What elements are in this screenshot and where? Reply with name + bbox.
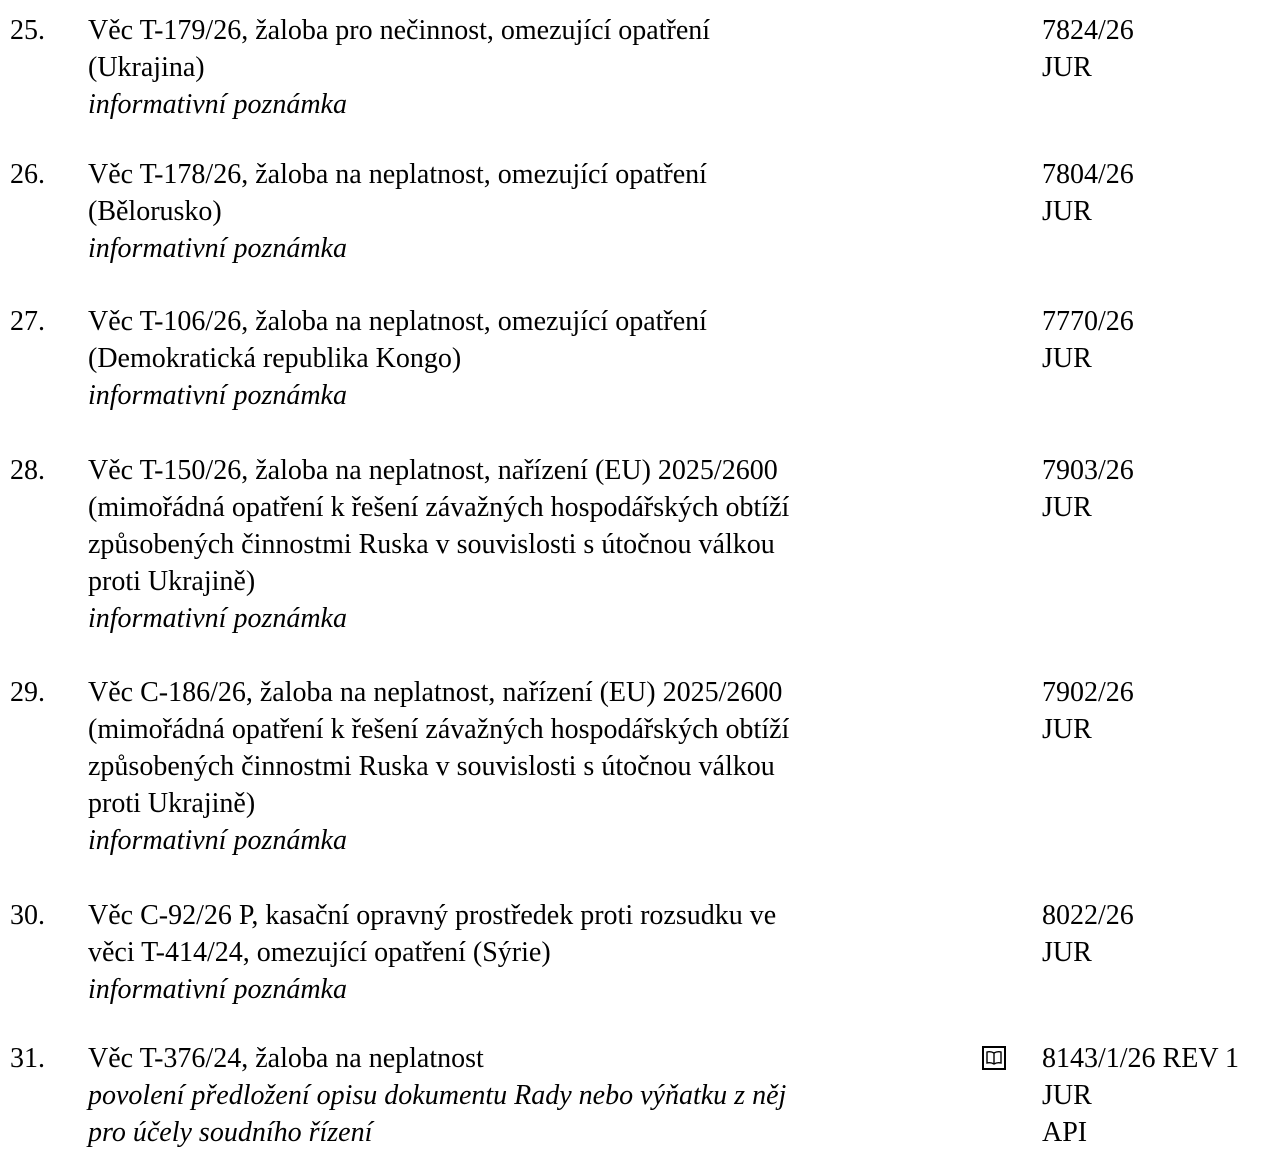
item-title-line: (Demokratická republika Kongo) <box>88 343 462 374</box>
item-note: informativní poznámka <box>88 89 347 120</box>
item-title-line: způsobených činnostmi Ruska v souvislosti s útočnou válkou <box>88 751 775 782</box>
document-number: 8022/26 <box>1042 900 1134 931</box>
document-number: 7903/26 <box>1042 455 1134 486</box>
item-title-line: Věc T-178/26, žaloba na neplatnost, omezující opatření <box>88 159 707 190</box>
working-party-code: JUR <box>1042 937 1092 968</box>
item-description <box>88 674 918 859</box>
working-party-code: API <box>1042 1117 1088 1148</box>
item-description <box>88 1040 918 1151</box>
item-note: informativní poznámka <box>88 825 347 856</box>
item-references <box>1042 674 1134 748</box>
item-references <box>1042 897 1134 971</box>
item-references <box>1042 452 1134 526</box>
item-description <box>88 303 918 414</box>
working-party-code: JUR <box>1042 52 1092 83</box>
item-number: 25. <box>10 15 45 46</box>
item-note: povolení předložení opisu dokumentu Rady nebo výňatku z něj <box>88 1080 787 1111</box>
working-party-code: JUR <box>1042 714 1092 745</box>
item-references <box>1042 156 1134 230</box>
item-title-line: (Bělorusko) <box>88 196 222 227</box>
item-title-line: (mimořádná opatření k řešení závažných hospodářských obtíží <box>88 492 790 523</box>
document-number: 7804/26 <box>1042 159 1134 190</box>
item-note: pro účely soudního řízení <box>88 1117 373 1148</box>
item-title-line: proti Ukrajině) <box>88 566 256 597</box>
item-note: informativní poznámka <box>88 974 347 1005</box>
item-title-line: Věc T-106/26, žaloba na neplatnost, omezující opatření <box>88 306 707 337</box>
item-description <box>88 12 918 123</box>
item-number: 31. <box>10 1043 45 1074</box>
item-description <box>88 452 918 637</box>
item-title-line: (mimořádná opatření k řešení závažných hospodářských obtíží <box>88 714 790 745</box>
item-number: 29. <box>10 677 45 708</box>
item-note: informativní poznámka <box>88 380 347 411</box>
item-references <box>1042 1040 1239 1151</box>
item-title-line: způsobených činnostmi Ruska v souvislosti s útočnou válkou <box>88 529 775 560</box>
document-number: 7770/26 <box>1042 306 1134 337</box>
document-number: 8143/1/26 REV 1 <box>1042 1043 1240 1074</box>
item-references <box>1042 12 1134 86</box>
item-title-line: Věc T-179/26, žaloba pro nečinnost, omezující opatření <box>88 15 711 46</box>
item-number: 27. <box>10 306 45 337</box>
working-party-code: JUR <box>1042 1080 1092 1111</box>
item-title-line: Věc T-150/26, žaloba na neplatnost, nařízení (EU) 2025/2600 <box>88 455 778 486</box>
book-icon <box>982 1046 1006 1070</box>
document-number: 7902/26 <box>1042 677 1134 708</box>
item-title-line: věci T-414/24, omezující opatření (Sýrie) <box>88 937 551 968</box>
item-number: 28. <box>10 455 45 486</box>
item-description <box>88 156 918 267</box>
item-note: informativní poznámka <box>88 603 347 634</box>
item-title-line: Věc C-186/26, žaloba na neplatnost, nařízení (EU) 2025/2600 <box>88 677 783 708</box>
item-title-line: (Ukrajina) <box>88 52 205 83</box>
document-number: 7824/26 <box>1042 15 1134 46</box>
working-party-code: JUR <box>1042 343 1092 374</box>
item-number: 26. <box>10 159 45 190</box>
working-party-code: JUR <box>1042 196 1092 227</box>
item-title-line: proti Ukrajině) <box>88 788 256 819</box>
item-references <box>1042 303 1134 377</box>
item-title-line: Věc C-92/26 P, kasační opravný prostředek proti rozsudku ve <box>88 900 777 931</box>
item-number: 30. <box>10 900 45 931</box>
item-note: informativní poznámka <box>88 233 347 264</box>
item-title-line: Věc T-376/24, žaloba na neplatnost <box>88 1043 484 1074</box>
working-party-code: JUR <box>1042 492 1092 523</box>
item-description <box>88 897 918 1008</box>
